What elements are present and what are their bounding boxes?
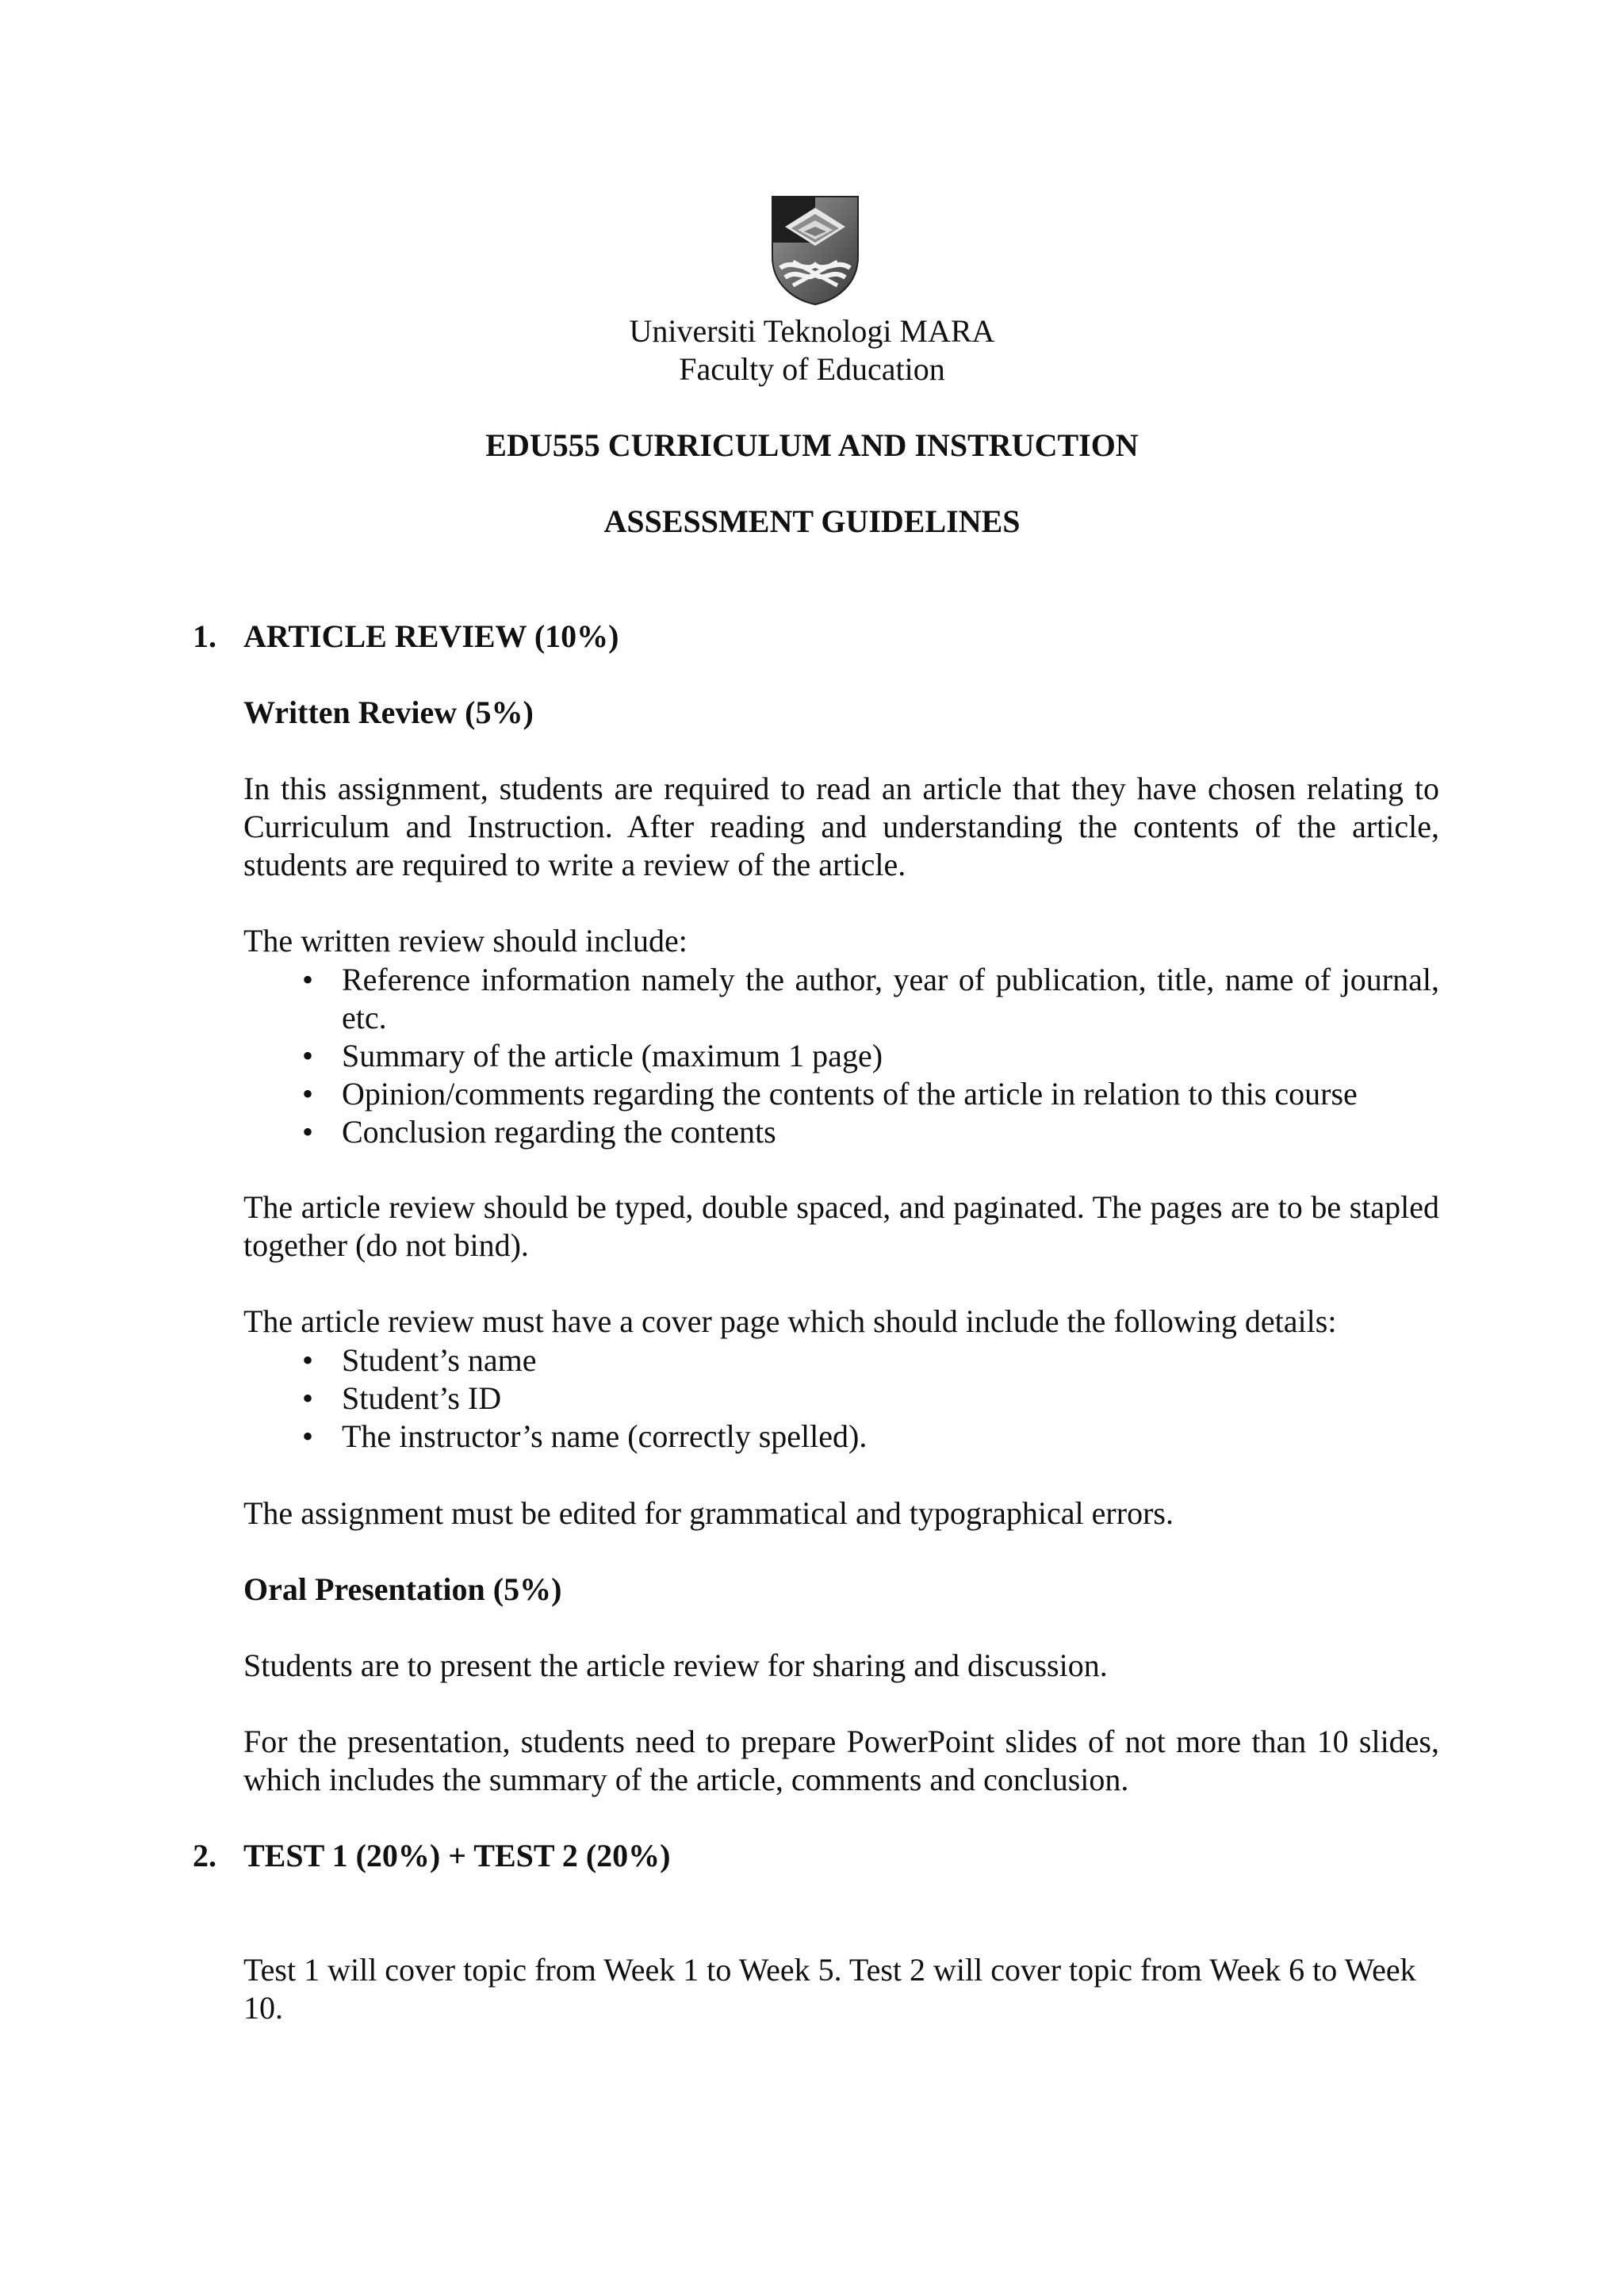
format-note: The article review should be typed, double spaced, and paginated. The pages are to be stapled together (do not bind).: [243, 1189, 1439, 1263]
document-title: ASSESSMENT GUIDELINES: [603, 503, 1021, 539]
written-review-intro: In this assignment, students are required to read an article that they have chosen relating to Curriculum and Instruction. After reading and understanding the contents of the article, students are required to write a review of the article.: [243, 771, 1439, 882]
bullet-icon: •: [301, 1076, 313, 1112]
list-item: • Student’s name: [243, 1341, 1439, 1380]
subsection-heading-written-review: Written Review (5%): [243, 695, 534, 730]
course-title: EDU555 CURRICULUM AND INSTRUCTION: [485, 427, 1139, 463]
cover-label: The article review must have a cover page which should include the following details:: [243, 1303, 1337, 1339]
test-para: Test 1 will cover topic from Week 1 to Week 5. Test 2 will cover topic from Week 6 to Week 10.: [243, 1952, 1416, 2026]
list-item: • Summary of the article (maximum 1 page): [243, 1037, 1439, 1075]
edit-note: The assignment must be edited for grammatical and typographical errors.: [243, 1495, 1174, 1531]
section-number: 1.: [193, 618, 216, 654]
subsection-heading-oral-presentation: Oral Presentation (5%): [243, 1571, 562, 1607]
list-item: • Conclusion regarding the contents: [243, 1113, 1439, 1151]
university-name: Universiti Teknologi MARA: [629, 313, 995, 349]
list-item: • Reference information namely the author, year of publication, title, name of journal, etc.: [243, 961, 1439, 1037]
bullet-icon: •: [301, 1038, 313, 1073]
section-title: ARTICLE REVIEW (10%): [243, 618, 619, 654]
oral-para-2: For the presentation, students need to prepare PowerPoint slides of not more than 10 slides, which includes the summary of the article, comments and conclusion.: [243, 1724, 1439, 1797]
cover-list: [243, 1341, 1439, 1456]
list-item: • The instructor’s name (correctly spelled).: [243, 1418, 1439, 1456]
faculty-name: Faculty of Education: [679, 351, 945, 387]
bullet-icon: •: [301, 1342, 313, 1378]
bullet-icon: •: [301, 1418, 313, 1454]
list-item: • Student’s ID: [243, 1380, 1439, 1418]
section-number: 2.: [193, 1838, 216, 1873]
bullet-icon: •: [301, 1114, 313, 1150]
include-list: [243, 961, 1439, 1151]
include-label: The written review should include:: [243, 923, 688, 959]
section-title: TEST 1 (20%) + TEST 2 (20%): [243, 1838, 671, 1873]
list-item: • Opinion/comments regarding the contents of the article in relation to this course: [243, 1075, 1439, 1113]
oral-para-1: Students are to present the article review for sharing and discussion.: [243, 1647, 1108, 1683]
bullet-icon: •: [301, 962, 313, 997]
uitm-crest-icon: [769, 195, 861, 306]
bullet-icon: •: [301, 1380, 313, 1416]
